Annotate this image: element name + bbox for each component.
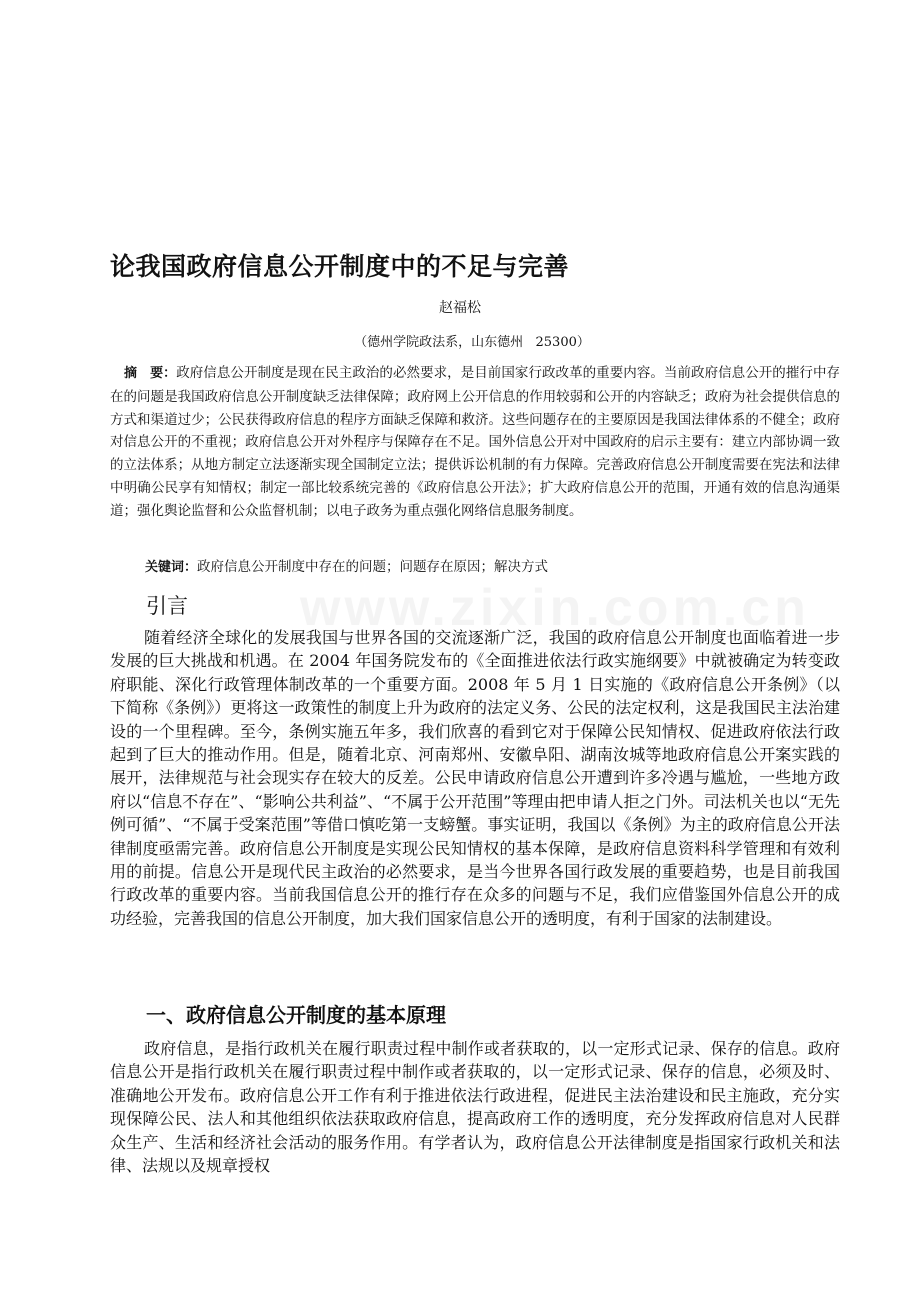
section-1-paragraph: 政府信息，是指行政机关在履行职责过程中制作或者获取的，以一定形式记录、保存的信息。政府信息公开是指行政机关在履行职责过程中制作或者获取的，以一定形式记录、保存的信息，必须及时、准确地公开发布。政府信息公开工作有利于推进依法行政进程，促进民主法治建设和民主施政，充分实现保障公民、法人和其他组织依法获取政府信息，提高政府工作的透明度，充分发挥政府信息对人民群众生产、生活和经济社会活动的服务作用。有学者认为，政府信息公开法律制度是指国家行政机关和法律、法规以及规章授权 xyxy=(110,1039,840,1176)
abstract-label: 摘 要： xyxy=(124,366,177,381)
keywords xyxy=(145,556,845,579)
intro-paragraph: 随着经济全球化的发展我国与世界各国的交流逐渐广泛，我国的政府信息公开制度也面临着进一步发展的巨大挑战和机遇。在 2004 年国务院发布的《全面推进依法行政实施纲要》中就被确定为转变政府职能、深化行政管理体制改革的一个重要方面。2008 年 5 月 1 日实施的《政府信息公开条例》（以下简称《条例》）更将这一政策性的制度上升为政府的法定义务、公民的法定权利，这是我国民主法治建设的一个里程碑。至今，条例实施五年多，我们欣喜的看到它对于保障公民知情权、促进政府依法行政起到了巨大的推动作用。但是，随着北京、河南郑州、安徽阜阳、湖南汝城等地政府信息公开案实践的展开，法律规范与社会现实存在较大的反差。公民申请政府信息公开遭到许多冷遇与尴尬，一些地方政府以“信息不存在”、“影响公共利益”、“不属于公开范围”等理由把申请人拒之门外。司法机关也以“无先例可循”、“不属于受案范围”等借口慎吃第一支螃蟹。事实证明，我国以《条例》为主的政府信息公开法律制度亟需完善。政府信息公开制度是实现公民知情权的基本保障，是政府信息资料科学管理和有效利用的前提。信息公开是现代民主政治的必然要求，是当今世界各国行政发展的重要趋势，也是目前我国行政改革的重要内容。当前我国信息公开的推行存在众多的问题与不足，我们应借鉴国外信息公开的成功经验，完善我国的信息公开制度，加大我们国家信息公开的透明度，有利于国家的法制建设。 xyxy=(110,628,840,928)
author-name: 赵福松 xyxy=(439,300,481,316)
paper-title: 论我国政府信息公开制度中的不足与完善 xyxy=(110,252,570,281)
abstract xyxy=(110,362,840,523)
intro-heading: 引言 xyxy=(146,594,188,618)
author-affiliation: （德州学院政法系，山东德州 25300） xyxy=(354,335,590,350)
keywords-label: 关键词： xyxy=(145,560,198,575)
section-1-heading: 一、政府信息公开制度的基本原理 xyxy=(146,1003,446,1027)
abstract-text: 政府信息公开制度是现在民主政治的必然要求，是目前国家行政改革的重要内容。当前政府信息公开的摧行中存在的问题是我国政府信息公开制度缺乏法律保障；政府网上公开信息的作用较弱和公开的内容缺乏；政府为社会提供信息的方式和渠道过少；公民获得政府信息的程序方面缺乏保障和救济。这些问题存在的主要原因是我国法律体系的不健全；政府对信息公开的不重视；政府信息公开对外程序与保障存在不足。国外信息公开对中国政府的启示主要有：建立内部协调一致的立法体系；从地方制定立法逐渐实现全国制定立法；提供诉讼机制的有力保障。完善政府信息公开制度需要在宪法和法律中明确公民享有知情权；制定一部比较系统完善的《政府信息公开法》；扩大政府信息公开的范围，开通有效的信息沟通渠道；强化舆论监督和公众监督机制；以电子政务为重点强化网络信息服务制度。 xyxy=(110,365,840,519)
keywords-text: 政府信息公开制度中存在的问题；问题存在原因；解决方式 xyxy=(197,559,549,575)
